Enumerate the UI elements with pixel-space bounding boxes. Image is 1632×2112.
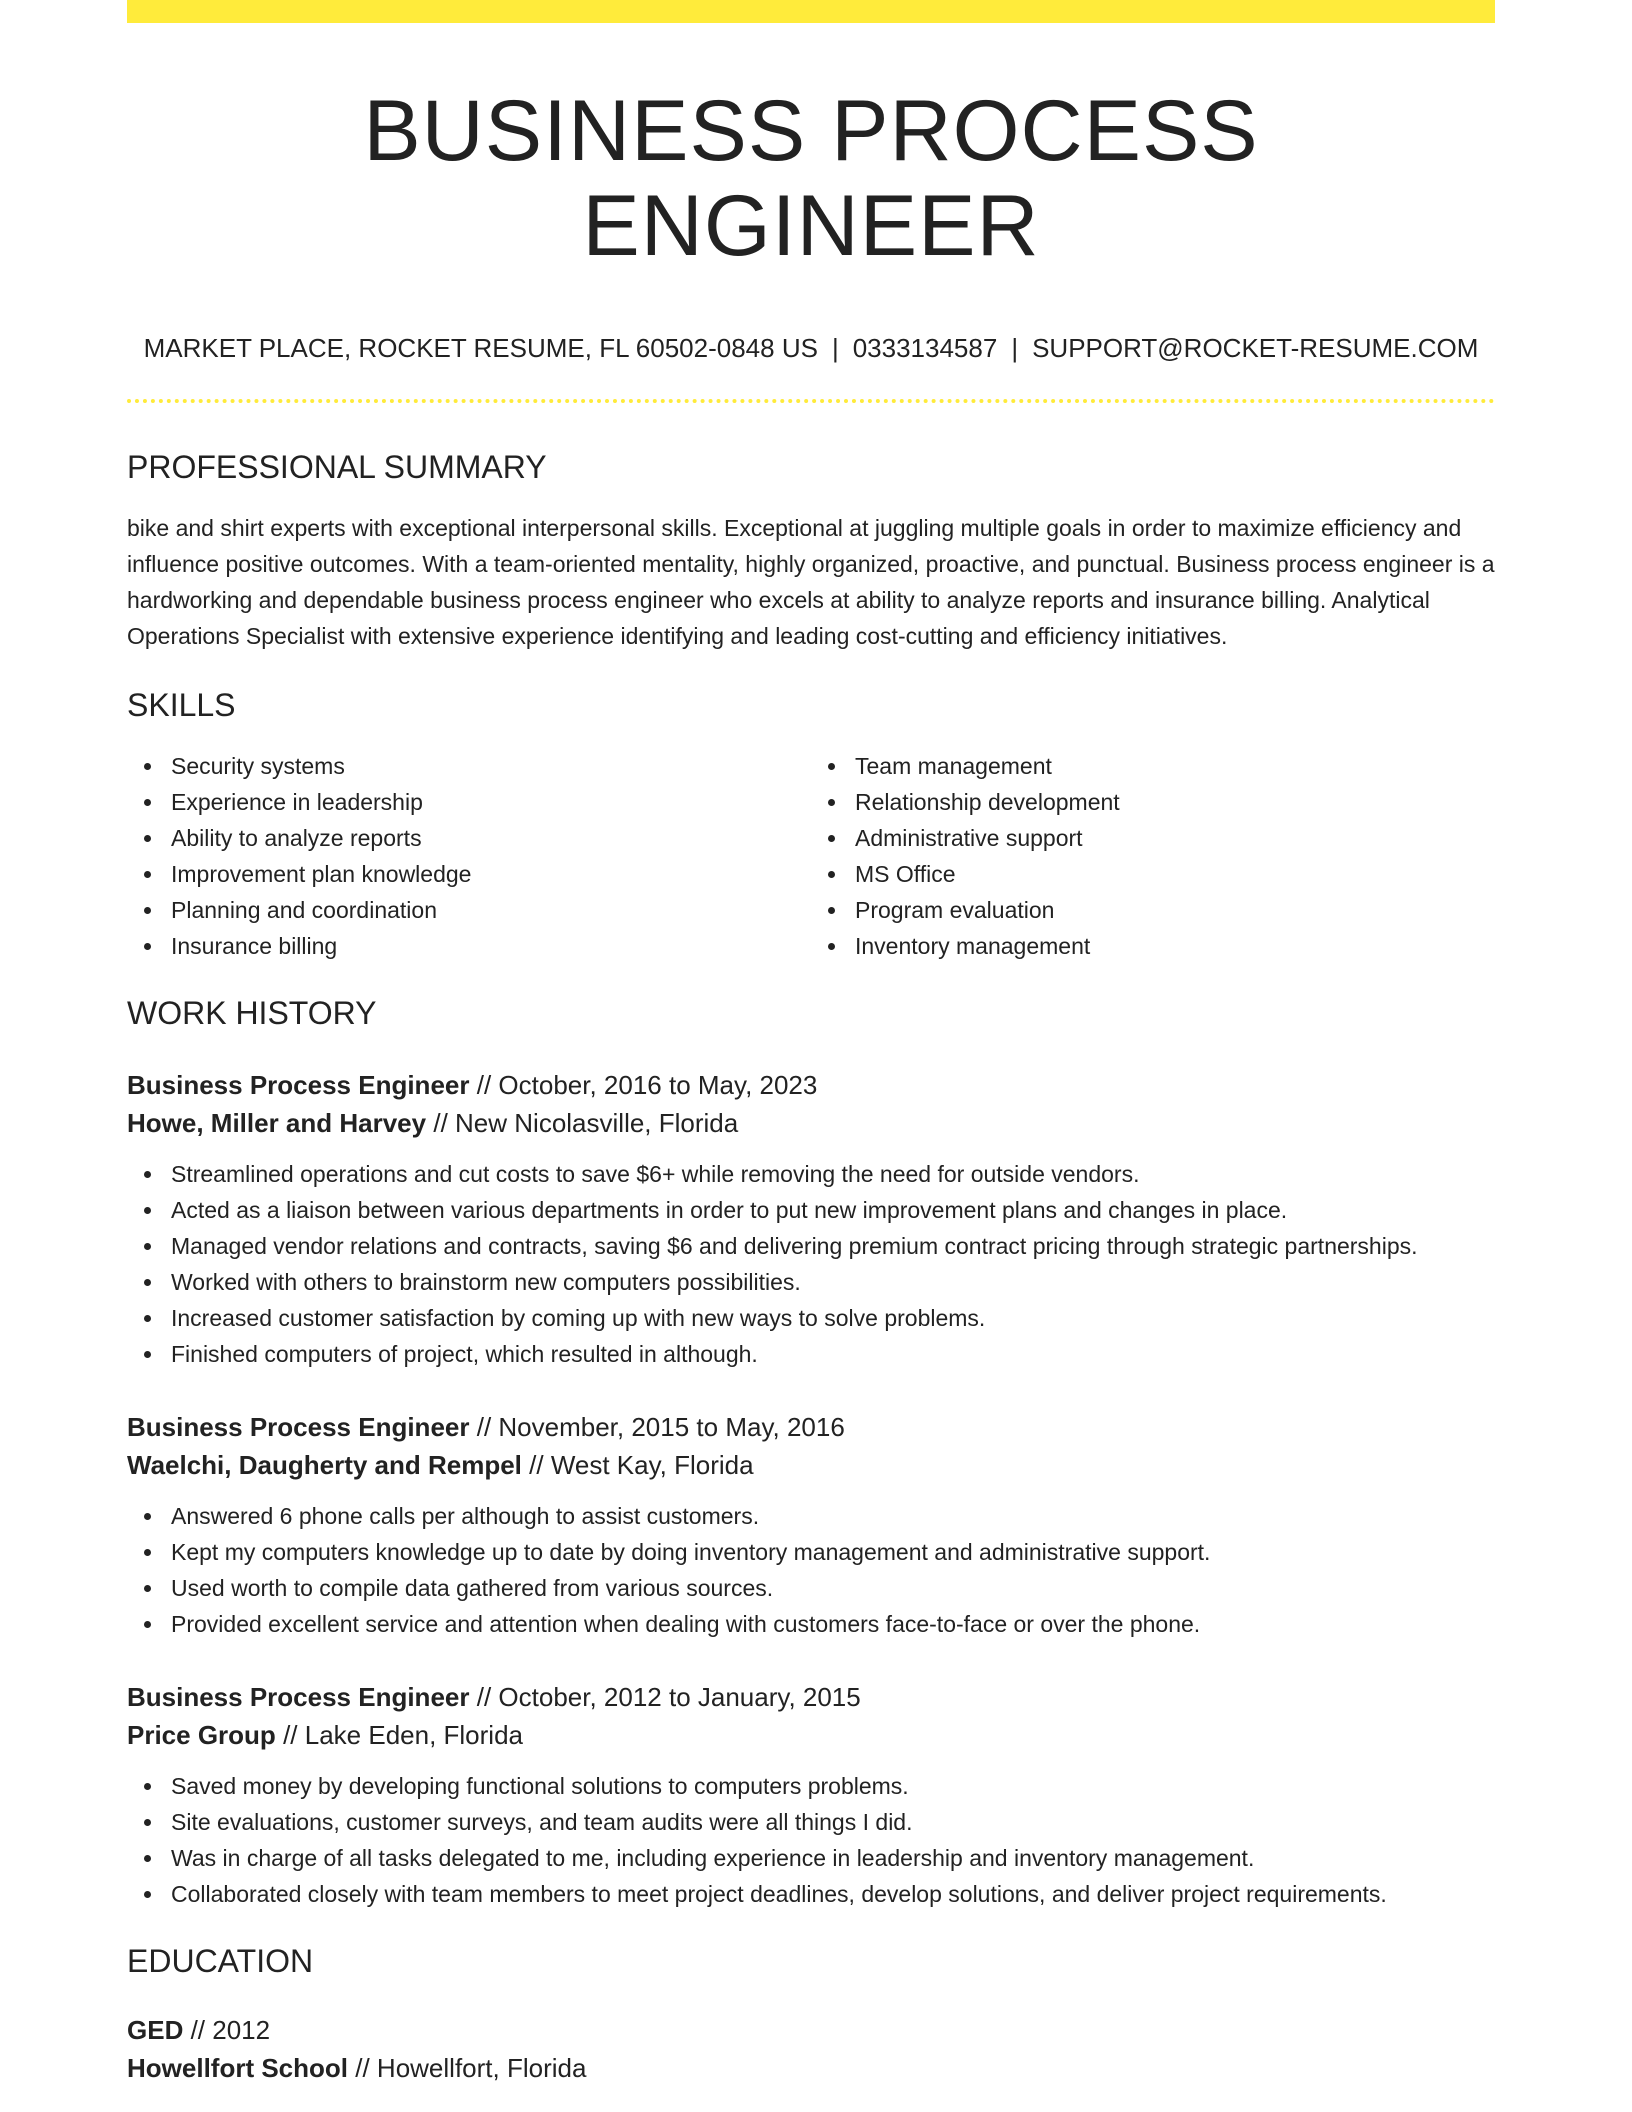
resume-name: BUSINESS PROCESS ENGINEER [363, 83, 1259, 274]
skill-item: Security systems [171, 748, 811, 784]
job-bullet: Worked with others to brainstorm new computers possibilities. [171, 1264, 1495, 1300]
skill-item: Inventory management [855, 928, 1495, 964]
education-divider: // [355, 2053, 370, 2084]
job-role-line [127, 1678, 1495, 1716]
education-degree-line [127, 2011, 1495, 2049]
education-divider: // [190, 2015, 206, 2046]
resume-page [127, 0, 1495, 2087]
job-divider: // [476, 1070, 492, 1101]
job-role-line [127, 1408, 1495, 1446]
job-entry [127, 1408, 1495, 1642]
job-bullet: Acted as a liaison between various departments in order to put new improvement plans and changes in place. [171, 1192, 1495, 1228]
contact-line [127, 333, 1495, 364]
skill-item: Administrative support [855, 820, 1495, 856]
job-bullet: Answered 6 phone calls per although to assist customers. [171, 1498, 1495, 1534]
job-dates: October, 2016 to May, 2023 [498, 1070, 818, 1101]
skill-item: Program evaluation [855, 892, 1495, 928]
education-school: Howellfort School [127, 2053, 348, 2084]
education-degree: GED [127, 2015, 184, 2046]
job-divider: // [476, 1682, 492, 1713]
skill-item: Team management [855, 748, 1495, 784]
skills-column-right [811, 748, 1495, 964]
skill-item: Relationship development [855, 784, 1495, 820]
summary-text: bike and shirt experts with exceptional interpersonal skills. Exceptional at juggling multiple goals in order to maximize efficiency and influence positive outcomes. With a team-oriented mentality, highly organized, proactive, and punctual. Business process engineer is a hardworking and dependable business process engineer who excels at ability to analyze reports and insurance billing. Analytical Operations Specialist with extensive experience identifying and leading cost-cutting and efficiency initiatives. [127, 515, 1495, 650]
education-entry [127, 2011, 1495, 2087]
job-bullet: Was in charge of all tasks delegated to me, including experience in leadership and inventory management. [171, 1840, 1495, 1876]
contact-separator: | [1011, 333, 1019, 364]
job-bullets [127, 1768, 1495, 1912]
job-entry [127, 1678, 1495, 1912]
job-company: Howe, Miller and Harvey [127, 1108, 427, 1139]
contact-address: MARKET PLACE, ROCKET RESUME, FL 60502-0848 US [143, 333, 818, 364]
job-company-line [127, 1446, 1495, 1484]
education-location: Howellfort, Florida [376, 2053, 587, 2084]
skill-item: Improvement plan knowledge [171, 856, 811, 892]
skill-item: Planning and coordination [171, 892, 811, 928]
section-title-summary: PROFESSIONAL SUMMARY [127, 449, 547, 486]
contact-email: SUPPORT@ROCKET-RESUME.COM [1032, 333, 1479, 364]
job-company-line [127, 1716, 1495, 1754]
skills-column-left [127, 748, 811, 964]
job-divider: // [283, 1720, 298, 1751]
section-title-work-history: WORK HISTORY [127, 995, 377, 1032]
job-bullet: Saved money by developing functional solutions to computers problems. [171, 1768, 1495, 1804]
skill-item: Ability to analyze reports [171, 820, 811, 856]
job-dates: November, 2015 to May, 2016 [498, 1412, 845, 1443]
job-company: Price Group [127, 1720, 276, 1751]
skill-item: Insurance billing [171, 928, 811, 964]
contact-phone: 0333134587 [852, 333, 998, 364]
job-role: Business Process Engineer [127, 1412, 470, 1443]
section-title-skills: SKILLS [127, 687, 236, 724]
contact-separator: | [831, 333, 839, 364]
job-location: West Kay, Florida [550, 1450, 754, 1481]
skill-item: Experience in leadership [171, 784, 811, 820]
job-divider: // [433, 1108, 448, 1139]
job-bullet: Managed vendor relations and contracts, saving $6 and delivering premium contract pricing through strategic partnerships. [171, 1228, 1495, 1264]
job-bullets [127, 1156, 1495, 1372]
job-dates: October, 2012 to January, 2015 [498, 1682, 861, 1713]
job-divider: // [529, 1450, 544, 1481]
job-divider: // [476, 1412, 492, 1443]
education-school-line [127, 2049, 1495, 2087]
job-bullets [127, 1498, 1495, 1642]
job-bullet: Increased customer satisfaction by coming up with new ways to solve problems. [171, 1300, 1495, 1336]
job-role: Business Process Engineer [127, 1682, 470, 1713]
accent-top-bar [127, 0, 1495, 23]
education-year: 2012 [212, 2015, 271, 2046]
job-bullet: Used worth to compile data gathered from various sources. [171, 1570, 1495, 1606]
header-divider [127, 399, 1495, 403]
job-role: Business Process Engineer [127, 1070, 470, 1101]
job-company-line [127, 1104, 1495, 1142]
section-title-education: EDUCATION [127, 1943, 314, 1980]
job-entry [127, 1066, 1495, 1372]
job-bullet: Kept my computers knowledge up to date by doing inventory management and administrative support. [171, 1534, 1495, 1570]
job-location: New Nicolasville, Florida [455, 1108, 739, 1139]
skill-item: MS Office [855, 856, 1495, 892]
job-bullet: Collaborated closely with team members to meet project deadlines, develop solutions, and deliver project requirements. [171, 1876, 1495, 1912]
skills-grid [127, 748, 1495, 964]
job-location: Lake Eden, Florida [304, 1720, 523, 1751]
job-bullet: Site evaluations, customer surveys, and team audits were all things I did. [171, 1804, 1495, 1840]
job-bullet: Finished computers of project, which resulted in although. [171, 1336, 1495, 1372]
job-company: Waelchi, Daugherty and Rempel [127, 1450, 522, 1481]
job-bullet: Streamlined operations and cut costs to save $6+ while removing the need for outside vendors. [171, 1156, 1495, 1192]
job-bullet: Provided excellent service and attention when dealing with customers face-to-face or over the phone. [171, 1606, 1495, 1642]
job-role-line [127, 1066, 1495, 1104]
